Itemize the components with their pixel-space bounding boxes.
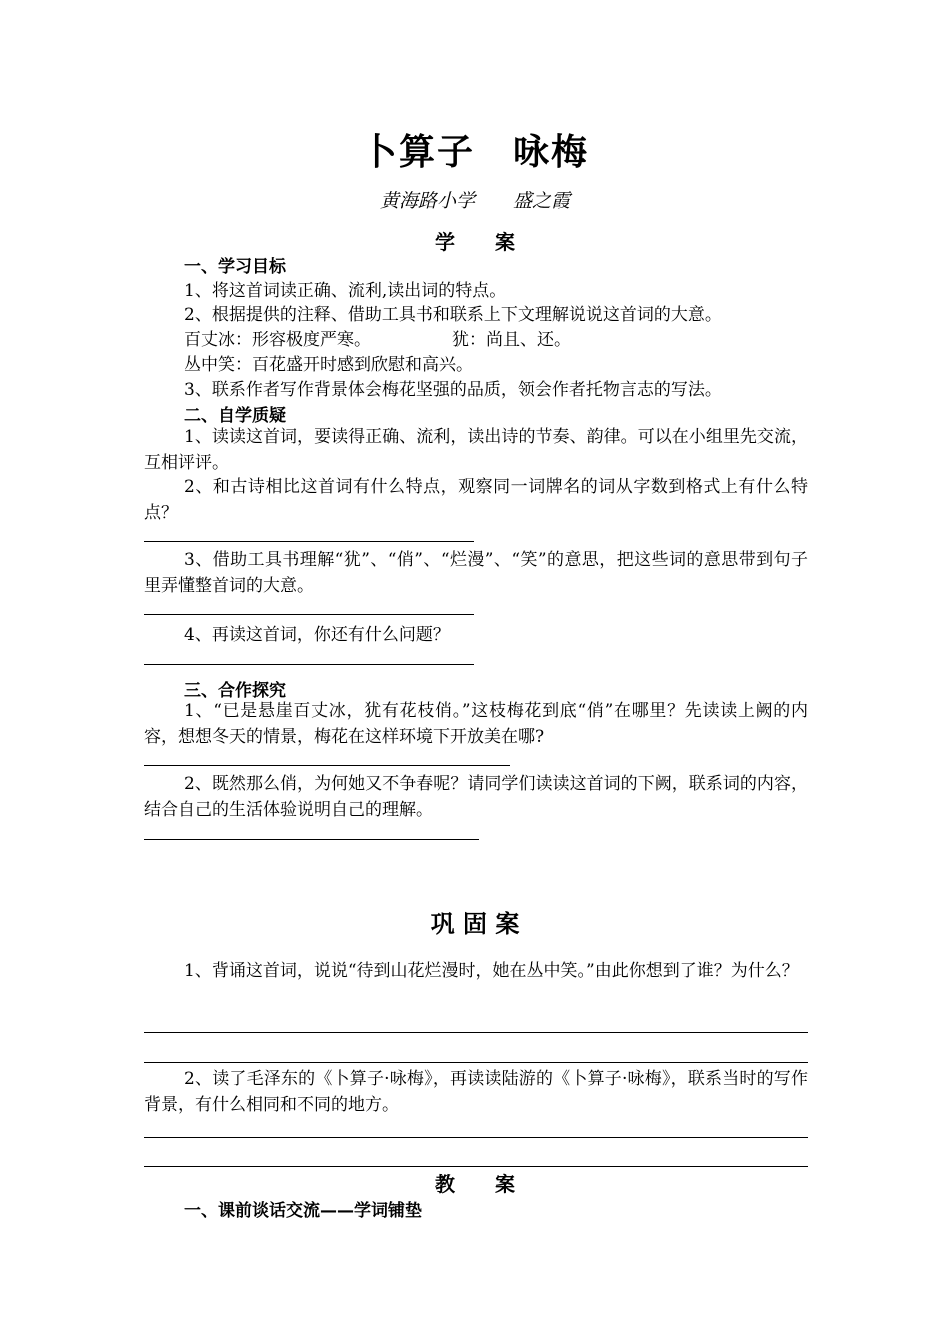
jiaoan-heading: 教 案 xyxy=(435,1172,515,1196)
answer-line[interactable] xyxy=(144,541,474,542)
self-study-item-3: 3、借助工具书理解“犹”、“俏”、“烂漫”、“笑”的意思，把这些词的意思带到句子里弄懂整首词的大意。 xyxy=(144,550,808,596)
answer-line[interactable] xyxy=(144,1166,808,1167)
inquiry-item-2: 2、既然那么俏，为何她又不争春呢？请同学们读读这首词的下阙，联系词的内容，结合自己的生活体验说明自己的理解。 xyxy=(144,774,808,820)
consolidation-item-2: 2、读了毛泽东的《卜算子·咏梅》，再读读陆游的《卜算子·咏梅》，联系当时的写作背景，有什么相同和不同的地方。 xyxy=(144,1069,808,1115)
answer-line[interactable] xyxy=(144,614,474,615)
goal-item-2: 2、根据提供的注释、借助工具书和联系上下文理解说说这首词的大意。 xyxy=(184,305,722,325)
consolidation-item-1: 1、背诵这首词，说说“待到山花烂漫时，她在丛中笑。”由此你想到了谁？为什么？ xyxy=(184,961,799,981)
note-congzhongxiao: 丛中笑：百花盛开时感到欣慰和高兴。 xyxy=(184,355,473,375)
answer-line[interactable] xyxy=(144,664,474,665)
self-study-item-2: 2、和古诗相比这首词有什么特点，观察同一词牌名的词从字数到格式上有什么特点？ xyxy=(144,477,808,523)
answer-line[interactable] xyxy=(144,1137,808,1138)
section-pre-class-talk: 一、课前谈话交流——学词铺垫 xyxy=(184,1201,422,1221)
document-title: 卜算子 咏梅 xyxy=(360,132,589,173)
inquiry-item-1: 1、“已是悬崖百丈冰，犹有花枝俏。”这枝梅花到底“俏”在哪里？先读读上阙的内容，想想冬天的情景，梅花在这样环境下开放美在哪? xyxy=(144,701,808,747)
section-cooperative-inquiry: 三、合作探究 xyxy=(184,681,286,701)
author-line: 黄海路小学 盛之霞 xyxy=(379,190,570,212)
section-self-study: 二、自学质疑 xyxy=(184,406,286,426)
answer-line[interactable] xyxy=(144,839,479,840)
note-you: 犹：尚且、还。 xyxy=(452,330,571,350)
xuean-heading: 学 案 xyxy=(435,230,515,254)
answer-line[interactable] xyxy=(144,1062,808,1063)
note-baizhangbing: 百丈冰：形容极度严寒。 xyxy=(184,330,371,350)
section-learning-goals: 一、学习目标 xyxy=(184,257,286,277)
goal-item-1: 1、将这首词读正确、流利,读出词的特点。 xyxy=(184,281,507,301)
self-study-item-1: 1、读读这首词，要读得正确、流利，读出诗的节奏、韵律。可以在小组里先交流，互相评评。 xyxy=(144,427,808,473)
answer-line[interactable] xyxy=(144,1032,808,1033)
gonggu-heading: 巩 固 案 xyxy=(430,909,520,938)
self-study-item-4: 4、再读这首词，你还有什么问题？ xyxy=(184,625,450,645)
goal-item-3: 3、联系作者写作背景体会梅花坚强的品质，领会作者托物言志的写法。 xyxy=(184,380,722,400)
answer-line[interactable] xyxy=(144,765,510,766)
